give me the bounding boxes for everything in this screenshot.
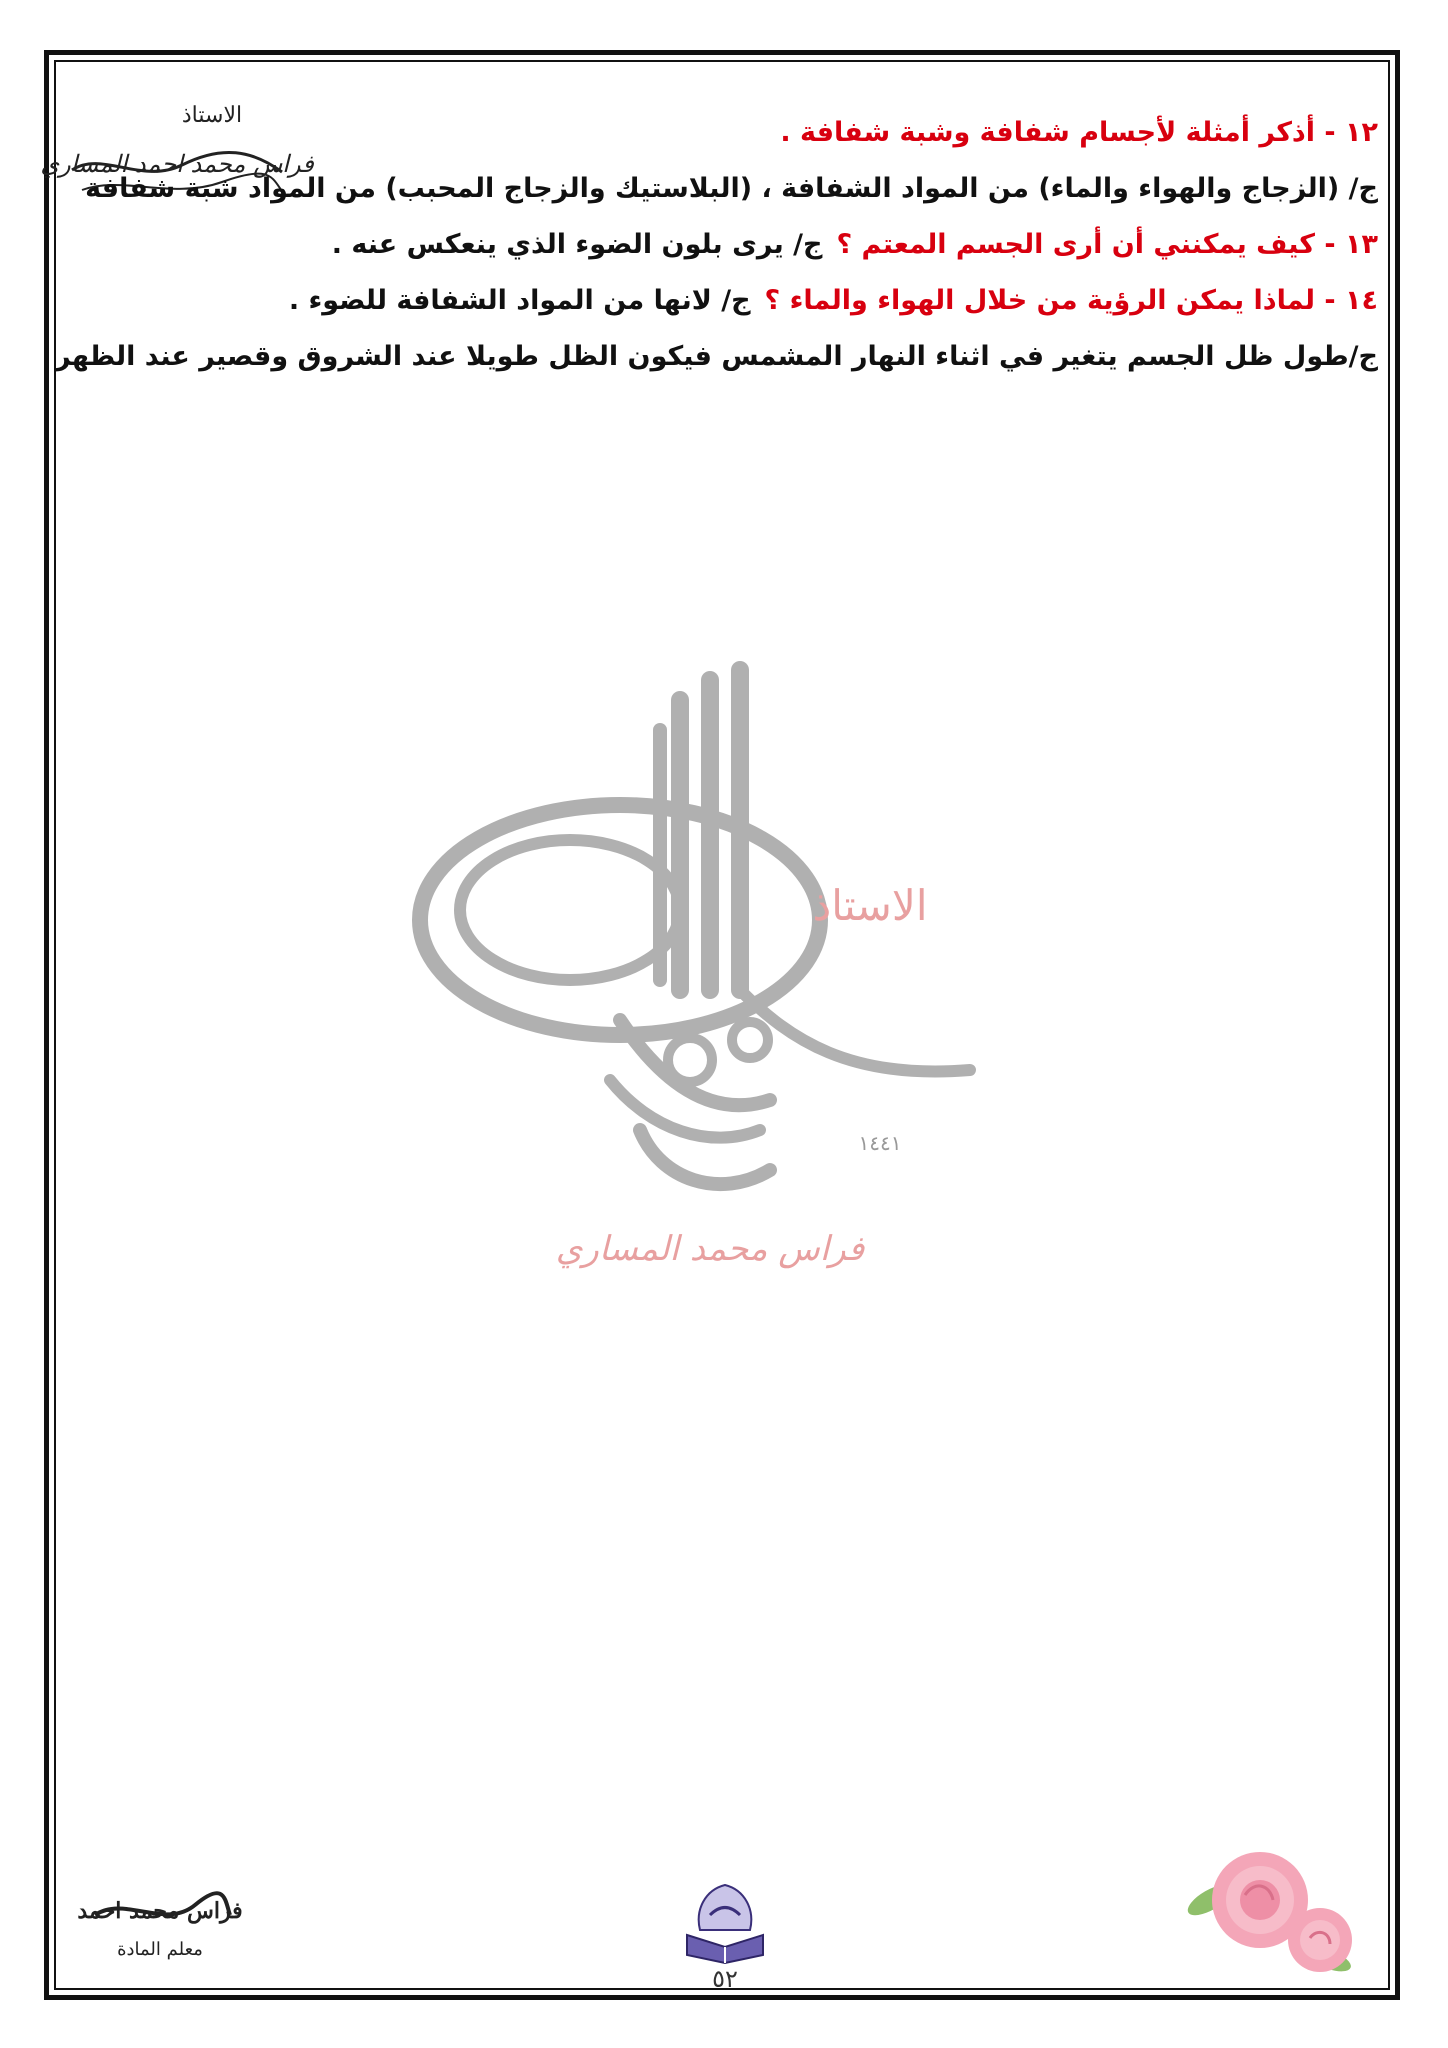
qa-content xyxy=(55,105,1378,385)
question-13-text: ١٣ - كيف يمكنني أن أرى الجسم المعتم ؟ xyxy=(836,229,1378,260)
answer-12-text: ج/ (الزجاج والهواء والماء) من المواد الشفافة ، (البلاستيك والزجاج المحبب) من المواد شبة شفافة xyxy=(85,173,1378,204)
footer-logo-subtitle: معلم المادة xyxy=(117,1939,203,1960)
watermark-title: الاستاذ xyxy=(812,881,928,930)
shadow-answer-text: ج/طول ظل الجسم يتغير في اثناء النهار المشمس فيكون الظل طويلا عند الشروق وقصير عند الظهر xyxy=(55,341,1378,372)
footer-teacher-logo xyxy=(77,1860,243,1970)
watermark-year: ١٤٤١ xyxy=(858,1131,902,1155)
answer-14-text: ج/ لانها من المواد الشفافة للضوء . xyxy=(288,285,751,316)
book-emblem-icon xyxy=(675,1875,775,1965)
question-12-text: ١٢ - أذكر أمثلة لأجسام شفافة وشبة شفافة . xyxy=(780,117,1378,148)
logo-name: فراس محمد احمد المساري xyxy=(40,150,314,178)
roses-decoration xyxy=(1170,1840,1375,1990)
logo-title: الاستاذ xyxy=(181,103,243,128)
calligraphy-watermark xyxy=(410,660,1030,1300)
watermark-name: فراس محمد المساري xyxy=(555,1229,865,1269)
answer-13-text: ج/ يرى بلون الضوء الذي ينعكس عنه . xyxy=(331,229,823,260)
shadow-answer xyxy=(55,329,1378,385)
question-12 xyxy=(120,105,1378,161)
footer-logo-name: فراس محمد احمد xyxy=(77,1898,243,1924)
question-14-text: ١٤ - لماذا يمكن الرؤية من خلال الهواء والماء ؟ xyxy=(764,285,1378,316)
page-number: ٥٢ xyxy=(712,1965,738,1993)
question-14 xyxy=(120,273,1378,329)
question-13 xyxy=(120,217,1378,273)
